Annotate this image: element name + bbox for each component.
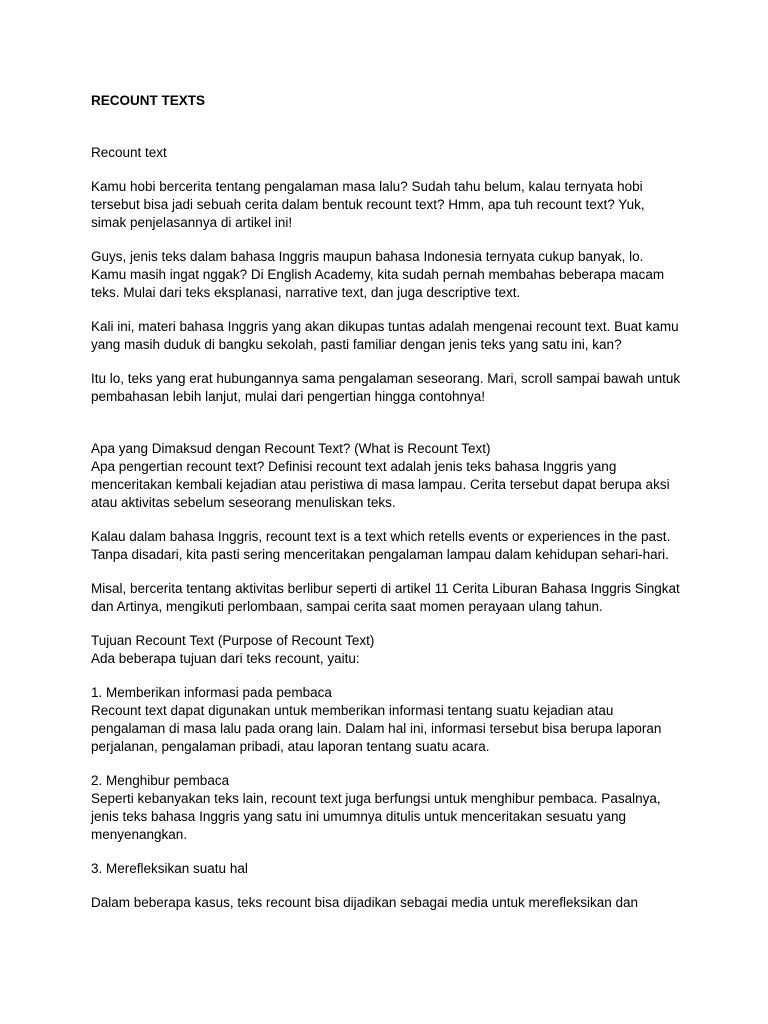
paragraph: Misal, bercerita tentang aktivitas berlibur seperti di artikel 11 Cerita Liburan Bahasa Inggris Singkat dan Artinya, mengikuti perlombaan, sampai cerita saat momen perayaan ulang tahun. (91, 581, 680, 614)
paragraph: Recount text dapat digunakan untuk memberikan informasi tentang suatu kejadian atau pengalaman di masa lalu pada orang lain. Dalam hal ini, informasi tersebut bisa berupa laporan perjalanan, pengalaman pribadi, atau laporan tentang suatu acara. (91, 703, 662, 754)
paragraph: Seperti kebanyakan teks lain, recount text juga berfungsi untuk menghibur pembaca. Pasalnya, jenis teks bahasa Inggris yang satu ini umumnya ditulis untuk menceritakan sesuatu yang menyenangkan. (91, 791, 661, 842)
paragraph: Guys, jenis teks dalam bahasa Inggris maupun bahasa Indonesia ternyata cukup banyak, lo. Kamu masih ingat nggak? Di English Academy, kita sudah pernah membahas beberapa macam teks. Mulai dari teks eksplanasi, narrative text, dan juga descriptive text. (91, 249, 665, 300)
paragraph: Kali ini, materi bahasa Inggris yang akan dikupas tuntas adalah mengenai recount text. Buat kamu yang masih duduk di bangku sekolah, pasti familiar dengan jenis teks yang satu ini, kan? (91, 319, 679, 352)
section-heading: Apa yang Dimaksud dengan Recount Text? (What is Recount Text) (91, 441, 491, 456)
list-item-heading: 1. Memberikan informasi pada pembaca (91, 685, 332, 700)
paragraph: Apa pengertian recount text? Definisi recount text adalah jenis teks bahasa Inggris yang menceritakan kembali kejadian atau peristiwa di masa lampau. Cerita tersebut dapat berupa aksi atau aktivitas sebelum seseorang menuliskan teks. (91, 459, 670, 510)
paragraph: Itu lo, teks yang erat hubungannya sama pengalaman seseorang. Mari, scroll sampai bawah untuk pembahasan lebih lanjut, mulai dari pengertian hingga contohnya! (91, 371, 681, 404)
document-page (91, 92, 681, 912)
document-title: RECOUNT TEXTS (91, 93, 206, 108)
paragraph: Ada beberapa tujuan dari teks recount, yaitu: (91, 651, 360, 666)
paragraph: Dalam beberapa kasus, teks recount bisa dijadikan sebagai media untuk merefleksikan dan (91, 895, 639, 910)
list-item-heading: 2. Menghibur pembaca (91, 773, 230, 788)
paragraph: Kalau dalam bahasa Inggris, recount text is a text which retells events or experiences in the past. Tanpa disadari, kita pasti sering menceritakan pengalaman lampau dalam kehidupan sehari-hari. (91, 529, 671, 562)
intro-paragraph: Kamu hobi bercerita tentang pengalaman masa lalu? Sudah tahu belum, kalau ternyata hobi tersebut bisa jadi sebuah cerita dalam bentuk recount text? Hmm, apa tuh recount text? Yuk, simak penjelasannya di artikel ini! (91, 179, 645, 230)
section-heading: Tujuan Recount Text (Purpose of Recount Text) (91, 633, 375, 648)
section-heading: Recount text (91, 145, 167, 160)
list-item-heading: 3. Merefleksikan suatu hal (91, 861, 248, 876)
